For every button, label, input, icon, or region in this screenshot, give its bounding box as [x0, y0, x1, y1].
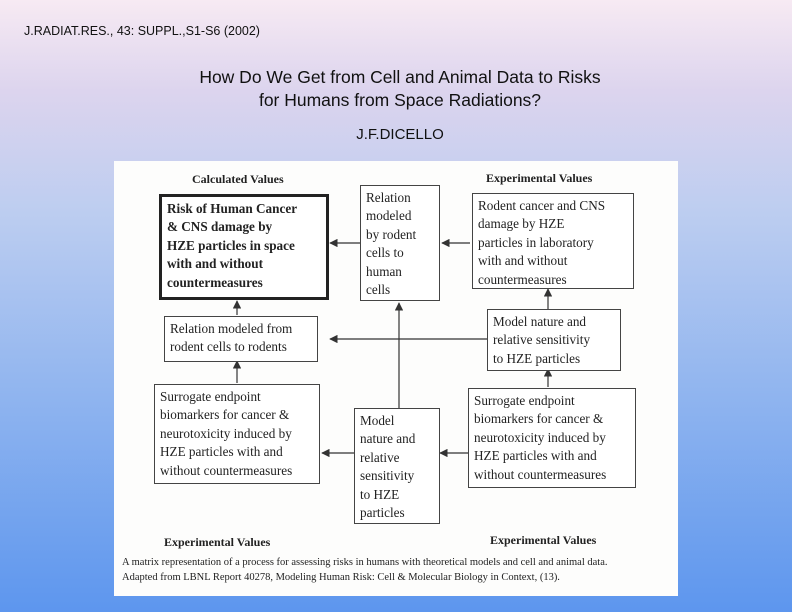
box-line: Relation: [366, 190, 411, 205]
box-line: without countermeasures: [474, 466, 607, 482]
box-line: countermeasures: [478, 271, 567, 287]
box-surrogate-right: [468, 388, 636, 488]
box-line: nature and: [360, 431, 416, 447]
box-line: particles in laboratory: [478, 234, 594, 250]
box-line: particles: [360, 505, 405, 521]
box-line: with and without: [478, 253, 568, 269]
box-line: by rodent: [366, 226, 417, 242]
flow-diagram-figure: [114, 161, 678, 596]
box-line: Relation modeled from: [170, 321, 293, 336]
box-line: without countermeasures: [160, 462, 293, 478]
box-line: Risk of Human Cancer: [167, 201, 298, 216]
box-relation-rodent-cells-rodents: [164, 316, 318, 362]
box-model-nature-center: [354, 408, 440, 524]
box-relation-rodent-cells-human: [360, 185, 440, 301]
label-experimental-values-bottom-right: Experimental Values: [490, 533, 597, 547]
caption-line-2: Adapted from LBNL Report 40278, Modeling Human Risk: Cell & Molecular Biology in Context, (13).: [122, 572, 560, 583]
box-line: HZE particles with and: [474, 448, 597, 464]
figure-caption: [122, 555, 674, 585]
box-line: rodent cells to rodents: [170, 339, 287, 355]
box-surrogate-left: [154, 384, 320, 484]
box-line: neurotoxicity induced by: [160, 425, 292, 441]
citation: J.RADIAT.RES., 43: SUPPL.,S1-S6 (2002): [24, 24, 260, 38]
box-line: HZE particles with and: [160, 444, 283, 460]
box-line: human: [366, 263, 402, 279]
box-line: neurotoxicity induced by: [474, 429, 606, 445]
box-line: damage by HZE: [478, 216, 565, 232]
title-line-2: for Humans from Space Radiations?: [258, 90, 542, 110]
box-line: HZE particles in space: [167, 237, 295, 253]
box-line: sensitivity: [360, 468, 415, 484]
label-experimental-values-bottom-left: Experimental Values: [164, 535, 271, 549]
caption-line-1: A matrix representation of a process for assessing risks in humans with theoretical models and cell and animal data.: [122, 557, 608, 568]
label-calculated-values-top: Calculated Values: [192, 172, 284, 186]
box-risk-human-cancer: [159, 194, 329, 300]
box-line: cells: [366, 282, 391, 298]
box-line: with and without: [167, 256, 264, 272]
box-line: to HZE particles: [493, 350, 581, 366]
box-line: Model: [360, 413, 395, 428]
box-line: Model nature and: [493, 314, 587, 329]
box-line: & CNS damage by: [167, 219, 273, 235]
box-line: cells to: [366, 245, 404, 261]
page-title: [100, 66, 700, 112]
box-line: biomarkers for cancer &: [474, 411, 604, 427]
box-line: Surrogate endpoint: [474, 393, 575, 408]
box-line: Rodent cancer and CNS: [478, 198, 606, 213]
box-line: relative sensitivity: [493, 332, 591, 348]
box-line: Surrogate endpoint: [160, 389, 261, 404]
box-line: countermeasures: [167, 274, 263, 290]
box-line: biomarkers for cancer &: [160, 407, 290, 423]
box-rodent-cancer: [472, 193, 634, 289]
title-line-1: How Do We Get from Cell and Animal Data to Risks: [199, 67, 601, 87]
box-line: modeled: [366, 208, 412, 224]
box-line: relative: [360, 449, 400, 465]
box-model-nature-right: [487, 309, 621, 371]
author: J.F.DICELLO: [356, 126, 444, 143]
box-line: to HZE: [360, 486, 400, 502]
label-experimental-values-top: Experimental Values: [486, 171, 593, 185]
